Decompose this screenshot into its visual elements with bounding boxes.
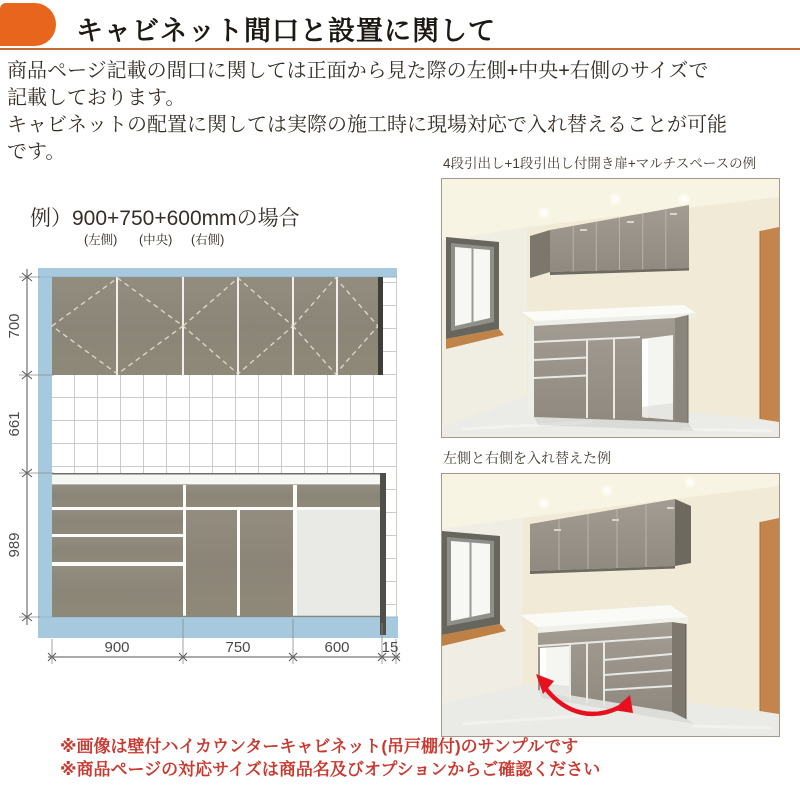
intro-line-3: キャビネットの配置に関しては実際の施工時に現場対応で入れ替えることが可能 bbox=[7, 114, 727, 136]
dim-width-filler: 15 bbox=[381, 639, 399, 656]
countertop bbox=[52, 473, 386, 485]
header-accent-shape bbox=[0, 3, 56, 46]
example-2-caption: 左側と右側を入れ替えた例 bbox=[443, 450, 611, 466]
example-photo-2 bbox=[441, 473, 780, 737]
upper-cabinet bbox=[52, 277, 383, 375]
intro-line-1: 商品ページ記載の間口に関しては正面から見た際の左側+中央+右側のサイズで bbox=[7, 60, 709, 82]
dim-width-left: 900 bbox=[104, 639, 130, 656]
lower-cabinet bbox=[52, 473, 386, 635]
window bbox=[446, 237, 504, 349]
footnote-1: ※画像は壁付ハイカウンターキャビネット(吊戸棚付)のサンプルです bbox=[60, 737, 579, 756]
dim-height-middle: 661 bbox=[6, 411, 23, 437]
example-1-caption: 4段引出し+1段引出し付開き扉+マルチスペースの例 bbox=[443, 156, 757, 171]
intro-line-2: 記載しております。 bbox=[7, 87, 186, 109]
dim-height-lower: 989 bbox=[6, 532, 23, 558]
header-divider bbox=[0, 48, 800, 50]
end-panel-3d bbox=[672, 622, 686, 719]
upper-end-panel bbox=[378, 277, 383, 375]
counter-cabinet-3d bbox=[522, 305, 696, 431]
render-example-2 bbox=[442, 474, 779, 736]
wood-panel-right bbox=[760, 227, 779, 435]
dim-height-upper: 700 bbox=[6, 313, 23, 339]
render-example-1 bbox=[442, 179, 779, 437]
footnotes bbox=[60, 735, 600, 781]
cabinet-elevation-diagram bbox=[0, 255, 435, 675]
label-left-side: (左側) bbox=[84, 233, 118, 247]
window bbox=[442, 531, 506, 646]
diagram-title: 例）900+750+600mmの場合 bbox=[30, 207, 300, 230]
multi-space-opening bbox=[297, 510, 380, 617]
label-center-side: (中央) bbox=[139, 233, 173, 247]
end-panel-3d bbox=[675, 315, 688, 423]
lower-end-panel bbox=[380, 473, 386, 635]
intro-line-4: です。 bbox=[7, 141, 66, 163]
intro-text bbox=[7, 58, 797, 166]
page-title: キャビネット間口と設置に関して bbox=[76, 16, 496, 46]
label-right-side: (右側) bbox=[191, 233, 225, 247]
wood-panel-right bbox=[760, 518, 779, 734]
dim-width-right: 600 bbox=[324, 639, 350, 656]
example-photo-1 bbox=[441, 178, 780, 438]
dim-width-center: 750 bbox=[225, 639, 251, 656]
footnote-2: ※商品ページの対応サイズは商品名及びオプションからご確認ください bbox=[60, 760, 601, 779]
